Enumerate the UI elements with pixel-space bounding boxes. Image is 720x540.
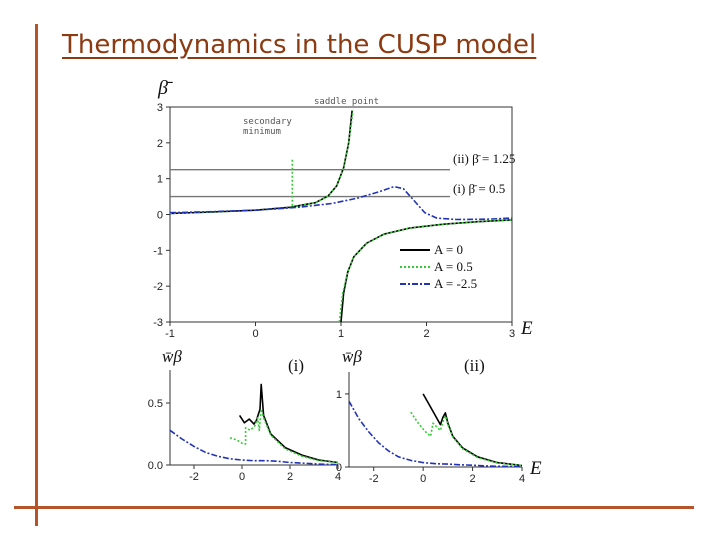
chart0-y-tick-label-5: -2 [153, 281, 163, 294]
chart0-series-1-line-0 [170, 159, 292, 213]
page-title: Thermodynamics in the CUSP model [62, 30, 537, 60]
chart0-y-tick-label-0: 3 [156, 102, 163, 114]
reference-line-label-i: (i) β̄ = 0.5 [453, 181, 506, 196]
chart0-y-tick-label-1: 2 [156, 137, 163, 150]
chart1-x-tick-label-1: 0 [238, 471, 246, 483]
chart0-y-tick-label-6: -3 [153, 317, 163, 329]
chart0-x-tick-label-3: 2 [423, 328, 430, 340]
chart2-series-0-line-0 [423, 394, 522, 466]
chart0-y-tick-label-4: -1 [153, 245, 163, 258]
chart1-x-tick-label-3: 4 [334, 471, 342, 483]
chart1-x-tick-label-0: -2 [189, 471, 199, 483]
chart1-series-0-line-0 [240, 384, 338, 462]
top-y-axis-label: β̄ [158, 77, 168, 99]
reference-line-label-ii: (ii) β̄ = 1.25 [453, 151, 516, 166]
chart1-series-1-line-0 [230, 409, 338, 462]
top-x-axis-label: E [521, 318, 533, 339]
chart0-series-0-line-1 [341, 220, 512, 322]
chart2-x-tick-label-0: -2 [368, 473, 379, 485]
chart2-x-tick-label-3: 4 [518, 473, 526, 485]
panel-i-label: (i) [288, 356, 305, 375]
chart2-series-1-line-0 [411, 412, 522, 465]
panel-ii-y-axis-label: w̄β [342, 347, 362, 366]
chart0-x-tick-label-4: 3 [508, 328, 516, 340]
chart2-series-2-line-0 [349, 401, 522, 466]
chart0-x-tick-label-1: 0 [252, 328, 259, 340]
chart1-y-tick-label-0: 0.5 [147, 398, 163, 410]
chart0-x-tick-label-0: -1 [165, 328, 175, 340]
chart1-x-tick-label-2: 2 [286, 471, 294, 483]
chart2-y-tick-label-0: 1 [335, 388, 342, 401]
chart1-y-tick-label-1: 0.0 [147, 460, 163, 472]
chart0-y-tick-label-3: 0 [156, 209, 163, 222]
legend-label-a0: A = 0 [434, 242, 464, 257]
saddle-point-annotation: saddle point [314, 97, 380, 107]
chart0-series-1-line-2 [339, 220, 512, 322]
bottom-x-axis-label: E [530, 458, 542, 479]
legend-label-a05: A = 0.5 [434, 259, 473, 274]
secondary-minimum-annotation-line1: secondary [243, 117, 292, 127]
top-chart-legend [400, 242, 477, 291]
chart0-x-tick-label-2: 1 [337, 328, 345, 340]
legend-label-am25: A = -2.5 [434, 276, 478, 291]
chart2-x-tick-label-2: 2 [469, 473, 476, 485]
chart2-x-tick-label-1: 0 [420, 473, 427, 485]
panel-ii-label: (ii) [464, 356, 485, 375]
secondary-minimum-annotation-line2: minimum [243, 127, 281, 137]
chart0-y-tick-label-2: 1 [156, 173, 163, 186]
chart2-y-tick-label-1: 0 [335, 462, 342, 474]
chart0-series-1-line-1 [292, 111, 353, 208]
panel-i-y-axis-label: w̄β [162, 347, 182, 366]
